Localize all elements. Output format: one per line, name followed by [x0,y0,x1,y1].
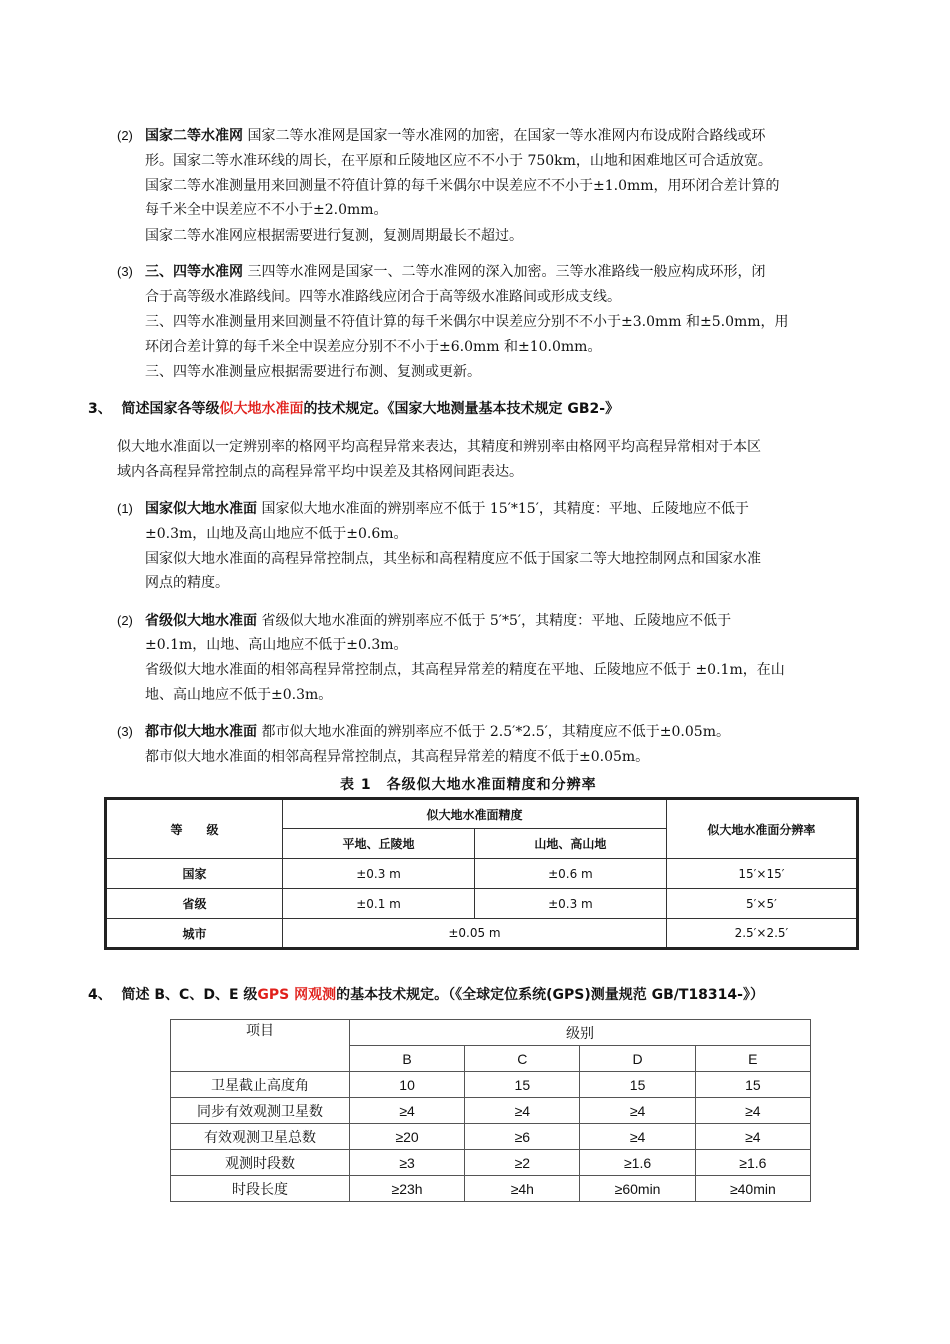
paragraph-line [145,609,731,633]
text: 简述 B、C、D、E 级 [121,987,258,1003]
item-number: (3) [117,724,133,739]
text: 的基本技术规定。（《全球定位系统(GPS)测量规范 GB/T18314-》） [336,987,764,1003]
highlight-term: GPS 网观测 [257,987,337,1003]
table-cell: ≥23h [349,1176,464,1202]
table-cell: ≥4h [465,1176,580,1202]
table-cell: ≥40min [695,1176,810,1202]
item-number: (2) [117,613,133,628]
table-cell: 省级 [106,889,283,919]
table-row [106,859,858,889]
table-cell: 15 [465,1072,580,1098]
text: 简述国家各等级 [121,401,220,417]
highlight-term: 似大地水准面 [219,401,304,417]
table-header: 山地、高山地 [474,829,666,859]
table-cell: ≥4 [580,1098,695,1124]
table-row [171,1072,811,1098]
paragraph-line: 合于高等级水准路线间。四等水准路线应闭合于高等级水准路间或形成支线。 [145,289,621,305]
table-header: 似大地水准面精度 [283,799,667,829]
table-cell: 5′×5′ [666,889,857,919]
paragraph-line [145,124,765,148]
table-cell: ±0.6 m [474,859,666,889]
table-caption: 表 1 各级似大地水准面精度和分辨率 [340,777,597,793]
paragraph-line: 地、高山地应不低于±0.3m。 [145,687,333,703]
table-cell: ±0.3 m [283,859,475,889]
table-header: C [465,1046,580,1072]
table-cell: 城市 [106,919,283,949]
paragraph-line [145,497,749,521]
table-cell: 观测时段数 [171,1150,350,1176]
table-cell: 有效观测卫星总数 [171,1124,350,1150]
question-heading [88,983,764,1007]
table-header: E [695,1046,810,1072]
paragraph-line: 都市似大地水准面的相邻高程异常控制点，其高程异常差的精度不低于±0.05m。 [145,749,650,765]
table-cell: 2.5′×2.5′ [666,919,857,949]
paragraph-line: 国家似大地水准面的高程异常控制点，其坐标和高程精度应不低于国家二等大地控制网点和国家水准 [145,551,761,567]
table-cell: 时段长度 [171,1176,350,1202]
paragraph-line: 省级似大地水准面的相邻高程异常控制点，其高程异常差的精度在平地、丘陵地应不低于 ±0.1m，在山 [145,662,785,678]
item-title: 都市似大地水准面 [145,724,257,740]
table-row [106,889,858,919]
table-cell: ≥4 [349,1098,464,1124]
item-number: (3) [117,264,133,279]
paragraph-line: 域内各高程异常控制点的高程异常平均中误差及其格网间距表达。 [117,464,523,480]
text: 省级似大地水准面的辨别率应不低于 5′*5′，其精度：平地、丘陵地应不低于 [261,613,732,629]
question-number: 4、 [88,987,112,1003]
item-title: 省级似大地水准面 [145,613,257,629]
table-cell: ≥4 [695,1098,810,1124]
table-cell: 卫星截止高度角 [171,1072,350,1098]
paragraph-line [145,720,730,744]
table-cell: ±0.3 m [474,889,666,919]
paragraph-line: ±0.1m，山地、高山地应不低于±0.3m。 [145,637,408,653]
gps-spec-table [170,1019,811,1202]
table-cell: 10 [349,1072,464,1098]
table-cell: ≥4 [580,1124,695,1150]
item-number: (2) [117,128,133,143]
table-row [171,1176,811,1202]
table-cell: ≥2 [465,1150,580,1176]
table-header: B [349,1046,464,1072]
paragraph-line: 环闭合差计算的每千米全中误差应分别不不小于±6.0mm 和±10.0mm。 [145,339,602,355]
table-cell: ≥4 [695,1124,810,1150]
question-number: 3、 [88,401,112,417]
text: 都市似大地水准面的辨别率应不低于 2.5′*2.5′，其精度应不低于±0.05m。 [261,724,730,740]
paragraph-line: 网点的精度。 [145,575,229,591]
paragraph-line: 国家二等水准网应根据需要进行复测，复测周期最长不超过。 [145,228,523,244]
table-cell: ±0.05 m [283,919,667,949]
text: 国家二等水准网是国家一等水准网的加密，在国家一等水准网内布设成附合路线或环 [247,128,766,144]
table-row [171,1098,811,1124]
table-cell: ≥4 [465,1098,580,1124]
precision-table [104,797,859,950]
table-cell: ≥60min [580,1176,695,1202]
table-cell: 15 [580,1072,695,1098]
table-row [106,919,858,949]
table-cell: ≥6 [465,1124,580,1150]
table-cell: ≥1.6 [695,1150,810,1176]
paragraph-line: 似大地水准面以一定辨别率的格网平均高程异常来表达，其精度和辨别率由格网平均高程异常相对于本区 [117,439,761,455]
paragraph-line: 每千米全中误差应不不小于±2.0mm。 [145,202,388,218]
table-cell: ≥1.6 [580,1150,695,1176]
table-header: 项目 [171,1020,350,1072]
table-cell: ≥20 [349,1124,464,1150]
table-header: D [580,1046,695,1072]
paragraph-line: 国家二等水准测量用来回测量不符值计算的每千米偶尔中误差应不不小于±1.0mm，用环闭合差计算的 [145,178,780,194]
paragraph-line: 三、四等水准测量用来回测量不符值计算的每千米偶尔中误差应分别不不小于±3.0mm 和±5.0mm，用 [145,314,789,330]
table-cell: 15′×15′ [666,859,857,889]
text: 国家似大地水准面的辨别率应不低于 15′*15′，其精度：平地、丘陵地应不低于 [261,501,749,517]
item-title: 国家似大地水准面 [145,501,257,517]
table-header: 似大地水准面分辨率 [666,799,857,859]
item-number: (1) [117,501,133,516]
paragraph-line: ±0.3m，山地及高山地应不低于±0.6m。 [145,526,408,542]
text: 三四等水准网是国家一、二等水准网的深入加密。三等水准路线一般应构成环形，闭 [247,264,766,280]
item-title: 国家二等水准网 [145,128,243,144]
table-cell: 国家 [106,859,283,889]
question-heading [88,397,619,421]
table-header: 等 级 [106,799,283,859]
table-cell: ≥3 [349,1150,464,1176]
table-row [171,1150,811,1176]
paragraph-line [145,260,765,284]
table-cell: 15 [695,1072,810,1098]
table-header: 平地、丘陵地 [283,829,475,859]
paragraph-line: 三、四等水准测量应根据需要进行布测、复测或更新。 [145,364,481,380]
table-row [171,1124,811,1150]
item-title: 三、四等水准网 [145,264,243,280]
table-cell: 同步有效观测卫星数 [171,1098,350,1124]
text: 的技术规定。《国家大地测量基本技术规定 GB2-》 [303,401,620,417]
table-header: 级别 [349,1020,810,1046]
table-cell: ±0.1 m [283,889,475,919]
paragraph-line: 形。国家二等水准环线的周长，在平原和丘陵地区应不不小于 750km，山地和困难地区可合适放宽。 [145,153,772,169]
